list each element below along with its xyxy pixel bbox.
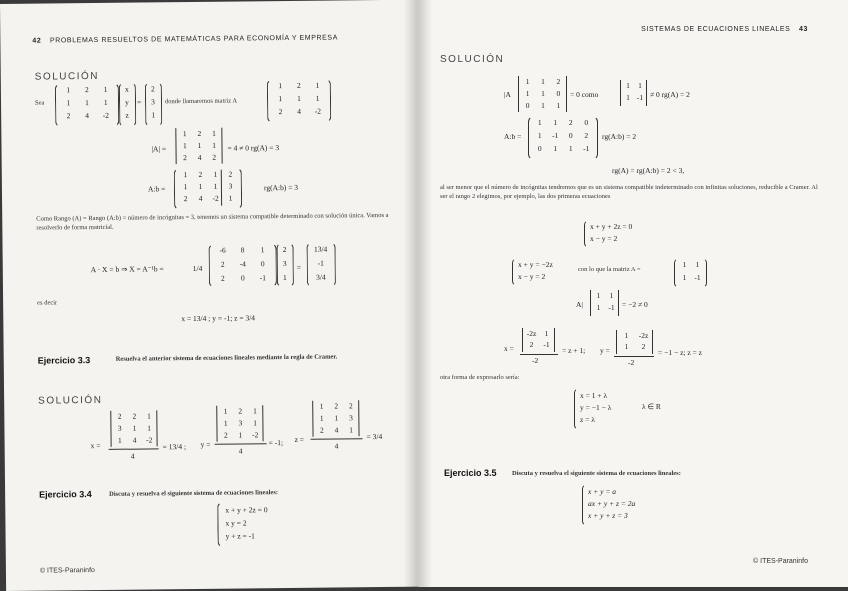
matrix-cell: 3 xyxy=(151,97,155,107)
matrix-cell: 2 xyxy=(348,401,353,411)
right-A-rank: ≠ 0 rg(A) = 2 xyxy=(650,90,690,99)
Ab-label: A:b = xyxy=(147,184,166,194)
matrix-cell: z xyxy=(125,110,129,120)
system-matrix xyxy=(59,85,115,121)
matrix-cell: 1 xyxy=(315,93,320,103)
system-3-4-brace xyxy=(217,502,223,548)
exercise-3-4-text: Discuta y resuelva el siguiente sistema de ecuaciones lineales: xyxy=(109,489,279,498)
cramer-z-matrix xyxy=(314,401,358,434)
matrix-cell: 0 xyxy=(568,131,573,140)
sys2-matrix xyxy=(678,260,704,282)
Ab-right-paren xyxy=(236,167,242,209)
matrix-cell: 2 xyxy=(334,401,339,411)
right-A-minor-bar-left xyxy=(620,80,621,106)
right-Ab-right-paren xyxy=(592,116,598,160)
solution-heading-right: SOLUCIÓN xyxy=(440,54,505,65)
sys1-eq2: x − y = 2 xyxy=(590,234,618,243)
matrix-cell: 1 xyxy=(282,273,287,283)
matrix-cell: 2 xyxy=(220,273,225,283)
matrix-cell: 4 xyxy=(85,111,90,121)
cramer-y-matrix xyxy=(218,406,262,439)
matrix-cell: 1 xyxy=(624,331,629,340)
system-3-5-eq3: x + y + z = 3 xyxy=(588,511,628,520)
left-page-number: 42 xyxy=(32,37,42,45)
matrix-cell: -1 xyxy=(694,273,701,282)
xsol-fraction-bar xyxy=(520,354,558,355)
cramer-x-bar-right xyxy=(156,410,157,446)
rank-line: rg(A) = rg(A:b) = 2 < 3, xyxy=(612,166,685,175)
matrix-cell: 1 xyxy=(103,84,108,94)
matrix-cell: 2 xyxy=(197,128,202,138)
cramer-y-result: = -1; xyxy=(268,438,284,448)
system-3-5-eq1: x + y = a xyxy=(588,487,617,496)
detA-result: = 4 ≠ 0 rg(A) = 3 xyxy=(227,143,280,153)
cramer-z-result: = 3/4 xyxy=(366,432,383,442)
es-decir: es decir xyxy=(37,299,58,307)
system-3-4-eq2: x y = 2 xyxy=(225,518,247,528)
sys2-eq2: x − y = 2 xyxy=(518,272,546,281)
matrix-cell: 4 xyxy=(197,152,202,162)
right-page-number: 43 xyxy=(799,26,808,33)
cramer-z-denominator: 4 xyxy=(334,441,339,451)
matrix-cell: 2 xyxy=(183,194,188,204)
matrix-cell: 2 xyxy=(198,169,203,179)
inverse-result xyxy=(310,245,332,282)
cramer-y-label: y = xyxy=(200,439,211,449)
matrix-cell: 0 xyxy=(556,89,561,98)
matrix-cell: -4 xyxy=(239,259,246,269)
right-page-header xyxy=(641,26,808,33)
matrix-cell: 3/4 xyxy=(316,272,326,282)
matrix-cell: -1 xyxy=(583,144,590,153)
matrix-cell: 1 xyxy=(147,423,152,433)
matrix-cell: 2 xyxy=(282,245,287,255)
matrix-cell: 1 xyxy=(183,182,188,192)
matrix-cell: 3 xyxy=(117,423,122,433)
matrix-cell: 1 xyxy=(624,342,629,351)
matrix-cell: 2 xyxy=(584,131,589,140)
detA-bar-right xyxy=(221,128,222,164)
matrix-cell: 2 xyxy=(529,340,534,349)
matrix-cell: 1 xyxy=(103,97,108,107)
right-page xyxy=(418,0,848,587)
matrix-cell: 1 xyxy=(537,131,542,140)
system-3-5-eq2: ax + y + z = 2a xyxy=(588,499,636,508)
matrix-cell: 1 xyxy=(319,401,324,411)
matrix-cell: 1 xyxy=(213,181,218,191)
matrix-cell: 2 xyxy=(183,153,187,163)
solution-heading-1: SOLUCIÓN xyxy=(34,70,100,83)
matrix-cell: 2 xyxy=(212,152,217,162)
matrix-cell: 1 xyxy=(278,81,283,91)
detA-minor-bar-left xyxy=(590,290,591,316)
matrix-cell: 1 xyxy=(609,291,614,300)
cramer-x-denominator: 4 xyxy=(130,451,135,461)
ysol-bar-left xyxy=(616,330,617,354)
right-A-bar-left xyxy=(518,76,519,112)
exercise-3-5-text: Discuta y resuelva el siguiente sistema de ecuaciones lineales: xyxy=(512,470,681,477)
matrix-cell: 1 xyxy=(223,418,228,428)
matrix-cell: 2 xyxy=(150,84,155,94)
matrix-cell: 2 xyxy=(641,342,646,351)
matrix-cell: 1 xyxy=(544,329,549,338)
left-page-header xyxy=(32,34,338,44)
ysol-matrix xyxy=(618,331,652,351)
matrix-cell: -6 xyxy=(219,245,226,255)
matrix-cell: -2 xyxy=(102,110,110,120)
ysol-bar-right xyxy=(652,330,653,354)
otra-forma-text: otra forma de expresarlo sería: xyxy=(440,374,520,381)
cramer-x-matrix xyxy=(112,411,156,444)
matrix-cell: 1 xyxy=(596,303,601,312)
param-set: λ ∈ R xyxy=(642,402,661,411)
matrix-cell: y xyxy=(125,97,129,107)
matrix-cell: 1 xyxy=(253,418,257,428)
system-3-4 xyxy=(225,503,268,542)
matrix-cell: x xyxy=(124,84,129,94)
right-A-minor-bar-right xyxy=(646,80,647,106)
matrix-cell: 1 xyxy=(319,413,324,423)
matrix-cell: 1 xyxy=(626,93,630,102)
matrix-cell: -2 xyxy=(314,106,321,116)
matrix-cell: 2 xyxy=(117,411,122,421)
matrix-cell: 2 xyxy=(296,80,301,90)
matrix-cell: 1 xyxy=(626,81,630,90)
matrix-cell: 1 xyxy=(349,425,354,435)
matrix-cell: 2 xyxy=(556,77,561,86)
cramer-z-bar-right xyxy=(358,400,359,436)
matrix-cell: -1 xyxy=(636,93,644,102)
matrix-cell: 4 xyxy=(198,193,203,203)
cramer-y-bar-right xyxy=(262,405,263,441)
matrix-cell: 2 xyxy=(84,85,89,95)
system-3-5-brace xyxy=(582,484,587,526)
param-system xyxy=(580,390,611,426)
cramer-y-fraction-bar xyxy=(215,443,267,445)
cramer-z-fraction-bar xyxy=(311,438,363,440)
matrix-cell: 1 xyxy=(132,423,137,433)
ysol-fraction-bar xyxy=(614,356,654,357)
matrix-cell: 3 xyxy=(228,181,233,191)
xsol-denominator: -2 xyxy=(532,356,539,365)
ysol-denominator: -2 xyxy=(628,358,635,367)
matrix-cell: 1 xyxy=(682,273,687,282)
sea-label: Sea xyxy=(35,99,45,107)
matrix-cell: 1 xyxy=(182,141,187,151)
xsol-bar-left xyxy=(522,328,523,352)
matrix-cell: -1 xyxy=(543,340,550,349)
inverse-equation: A · X = b ⇒ X = A⁻¹b = xyxy=(90,264,164,275)
detA-label: |A| = xyxy=(151,144,167,154)
inv-equals: = xyxy=(296,262,302,272)
xsol-matrix xyxy=(524,329,554,349)
matrix-cell: 4 xyxy=(132,435,137,445)
matrix-cell: 8 xyxy=(240,245,245,255)
matrix-cell: 2 xyxy=(238,406,243,416)
sys2-brace xyxy=(512,258,517,286)
left-page-footer: © ITES-Paraninfo xyxy=(39,567,95,575)
matrix-cell: 1 xyxy=(223,406,228,416)
exercise-3-4-label: Ejercicio 3.4 xyxy=(39,489,92,500)
matrix-cell: -2 xyxy=(212,193,219,203)
matrix-cell: 0 xyxy=(525,101,530,110)
matrix-cell: 0 xyxy=(240,273,245,283)
matrix-cell: 1 xyxy=(66,98,71,108)
sys2 xyxy=(518,259,553,283)
matrix-cell: 1 xyxy=(553,144,558,153)
matrix-cell: -2 xyxy=(252,430,259,440)
inv-result-right-paren xyxy=(331,242,336,286)
matrix-A-right-paren xyxy=(325,79,331,123)
matrix-cell: -1 xyxy=(317,258,324,268)
xsol-result: = z + 1; xyxy=(562,346,586,355)
right-page-footer: © ITES-Paraninfo xyxy=(753,558,808,565)
matrix-cell: 1 xyxy=(638,81,642,90)
exercise-3-3-text: Resuelva el anterior sistema de ecuaciones lineales mediante la regla de Cramer. xyxy=(115,353,338,363)
right-Ab-rank: rg(A:b) = 2 xyxy=(602,132,637,141)
Ab-matrix xyxy=(178,170,238,204)
system-3-4-eq1: x + y + 2z = 0 xyxy=(225,505,268,515)
detA-minor-result: = −2 ≠ 0 xyxy=(622,300,648,309)
cramer-z-label: z = xyxy=(294,434,305,444)
exercise-3-5-label: Ejercicio 3.5 xyxy=(444,468,497,478)
cramer-x-result: = 13/4 ; xyxy=(162,442,187,452)
matrix-cell: -1 xyxy=(608,303,615,312)
matrix-cell: 2 xyxy=(319,425,324,435)
matrix-cell: 1 xyxy=(151,110,156,120)
right-A-det-text: = 0 como xyxy=(570,90,599,99)
sys2-text: con lo que la matriz A = xyxy=(578,266,641,273)
right-paragraph-1: al ser menor que el número de incógnitas tendremos que es un sistema compatible indeterminado con infinitas soluciones, reducible a Cramer. Al ser el rango 2 elegimos, por ejemplo, las dos primeras ecuaciones xyxy=(440,184,818,200)
solution-line: x = 13/4 ; y = -1; z = 3/4 xyxy=(181,313,256,324)
matrix-cell: 1 xyxy=(541,101,545,110)
matrix-cell: 1 xyxy=(183,170,188,180)
matrix-cell: 2 xyxy=(66,111,71,121)
left-page-title: PROBLEMAS RESUELTOS DE MATEMÁTICAS PARA ECONOMÍA Y EMPRESA xyxy=(49,34,338,45)
vars-right-paren xyxy=(131,83,136,127)
matrix-cell: 1 xyxy=(541,77,545,86)
matrix-cell: 1 xyxy=(682,260,687,269)
donde-text: donde llamaremos matriz A xyxy=(164,97,238,106)
matrix-cell: 1 xyxy=(315,80,320,90)
cramer-x-label: x = xyxy=(90,440,101,451)
matrix-cell: 1 xyxy=(238,430,243,440)
right-Ab-label: A:b = xyxy=(504,132,522,141)
matrix-cell: 1 xyxy=(147,411,151,421)
sys1 xyxy=(590,221,632,245)
matrix-cell: -1 xyxy=(552,131,559,140)
matrix-cell: 1 xyxy=(197,140,202,150)
matrix-cell: 1 xyxy=(297,93,301,103)
matrix-cell: 1 xyxy=(568,144,573,153)
solution-heading-2: SOLUCIÓN xyxy=(38,394,103,407)
sys2-eq1: x + y = −2z xyxy=(518,260,553,269)
matrix-cell: 1 xyxy=(553,118,558,127)
matrix-cell: 4 xyxy=(297,106,302,116)
matrix-cell: 1 xyxy=(260,245,265,255)
matrix-cell: 2 xyxy=(223,430,228,440)
detA-matrix xyxy=(177,129,221,162)
equals-sign: = xyxy=(136,97,142,107)
ysol-label: y = xyxy=(600,346,610,355)
matrix-cell: 1 xyxy=(253,406,257,416)
matrix-cell: 1 xyxy=(695,260,700,269)
matrix-cell: 1 xyxy=(334,413,339,423)
matrix-cell: 1 xyxy=(212,140,217,150)
ysol-result: = −1 − z; z = z xyxy=(658,348,702,357)
matrix-cell: 1 xyxy=(278,94,283,104)
param-y: y = −1 − λ xyxy=(580,403,612,412)
system-3-4-eq3: y + z = -1 xyxy=(225,531,255,541)
matrix-cell: 2 xyxy=(132,411,137,421)
matrix-cell: 1 xyxy=(228,193,233,203)
cramer-x-fraction-bar xyxy=(109,448,159,450)
system-3-5 xyxy=(588,486,635,522)
matrix-cell: 2 xyxy=(568,118,573,127)
sys2-matrix-right-paren xyxy=(702,258,707,288)
right-A-minor xyxy=(622,81,646,102)
rhs-right-paren xyxy=(157,82,162,126)
matrix-cell: 1 xyxy=(212,128,216,138)
Ab-rank: rg(A:b) = 3 xyxy=(263,182,299,193)
matrix-cell: -2 xyxy=(146,435,153,445)
como-paragraph: Como Rango (A) = Rango (A:b) = número de incógnitas = 3, tenemos un sistema compatible determinado con solución única. Vamos a resolverlo de forma matricial. xyxy=(36,211,389,232)
matrix-cell: 3 xyxy=(238,418,243,428)
right-A-label: |A xyxy=(504,90,511,99)
matrix-cell: 0 xyxy=(260,259,265,269)
matrix-cell: 1 xyxy=(596,291,601,300)
matrix-cell: 0 xyxy=(537,144,542,153)
matrix-A xyxy=(271,81,327,117)
matrix-cell: -2z xyxy=(526,329,537,338)
matrix-cell: 1 xyxy=(182,129,187,139)
param-z: z = λ xyxy=(580,415,595,424)
matrix-cell: 13/4 xyxy=(313,244,328,254)
xsol-label: x = xyxy=(504,344,514,353)
matrix-cell: 3 xyxy=(349,413,353,423)
matrix-cell: 1 xyxy=(556,101,561,110)
matrix-cell: 2 xyxy=(278,107,283,117)
inverse-fraction: 1/4 xyxy=(192,263,203,273)
matrix-cell: 3 xyxy=(282,259,287,269)
right-A-matrix xyxy=(520,77,566,110)
matrix-cell: 1 xyxy=(66,85,71,95)
matrix-cell: 1 xyxy=(525,77,530,86)
detA-minor-matrix xyxy=(592,291,618,312)
exercise-3-3-label: Ejercicio 3.3 xyxy=(37,355,91,366)
matrix-cell: 1 xyxy=(117,435,122,445)
inverse-matrix xyxy=(213,245,273,283)
detA-minor-bar-right xyxy=(618,290,619,316)
matrix-cell: -2z xyxy=(638,331,649,340)
right-A-bar-right xyxy=(566,76,567,112)
matrix-cell: -1 xyxy=(259,273,267,283)
param-brace xyxy=(574,388,579,430)
matrix-cell: 2 xyxy=(220,259,225,269)
cramer-y-denominator: 4 xyxy=(238,446,243,456)
right-Ab-matrix xyxy=(532,118,594,153)
param-x: x = 1 + λ xyxy=(580,391,608,400)
matrix-cell: 1 xyxy=(537,118,542,127)
matrix-cell: 1 xyxy=(85,98,89,108)
matrix-cell: 0 xyxy=(584,118,589,127)
matrix-cell: 4 xyxy=(334,425,339,435)
sys1-brace xyxy=(584,220,589,248)
xsol-bar-right xyxy=(554,328,555,352)
detA-minor-label: A| xyxy=(576,300,583,309)
right-page-title: SISTEMAS DE ECUACIONES LINEALES xyxy=(641,26,791,33)
matrix-cell: 1 xyxy=(198,181,203,191)
sys1-eq1: x + y + 2z = 0 xyxy=(590,222,633,231)
matrix-cell: 1 xyxy=(525,89,530,98)
matrix-cell: 2 xyxy=(228,169,233,179)
matrix-cell: 1 xyxy=(213,169,218,179)
inv-rhs-right-paren xyxy=(289,243,294,287)
matrix-cell: 1 xyxy=(541,89,545,98)
